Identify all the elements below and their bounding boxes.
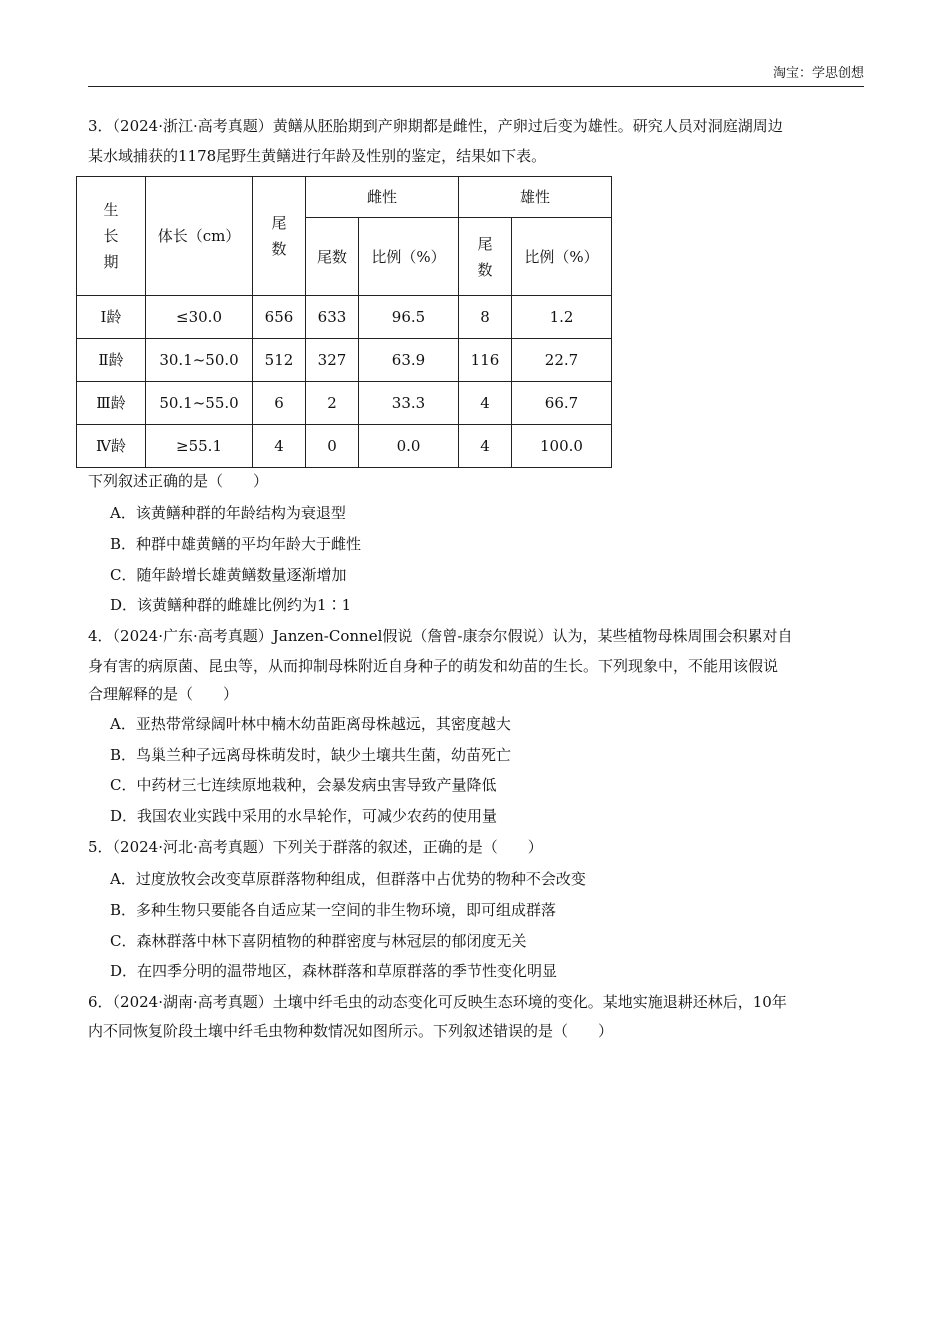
cell-count: 6 xyxy=(253,382,306,425)
q3-stem-line2: 某水域捕获的1178尾野生黄鳝进行年龄及性别的鉴定，结果如下表。 xyxy=(88,147,547,165)
header-brand: 淘宝：学思创想 xyxy=(772,66,864,81)
table-row xyxy=(77,425,612,468)
cell-count: 512 xyxy=(253,339,306,382)
cell-female-ratio: 63.9 xyxy=(359,339,459,382)
q4-stem-line2: 身有害的病原菌、昆虫等，从而抑制母株附近自身种子的萌发和幼苗的生长。下列现象中，不能用该假说 xyxy=(88,657,779,675)
q3-option-b[interactable]: B．种群中雄黄鳝的平均年龄大于雌性 xyxy=(110,535,362,553)
page-header xyxy=(88,62,864,87)
cell-stage: Ⅱ龄 xyxy=(77,339,146,382)
th-stage: 生长期 xyxy=(77,177,146,296)
cell-female-count: 327 xyxy=(306,339,359,382)
cell-length: 30.1~50.0 xyxy=(146,339,253,382)
th-female-ratio: 比例（%） xyxy=(359,218,459,296)
cell-female-count: 2 xyxy=(306,382,359,425)
cell-male-count: 4 xyxy=(459,425,512,468)
cell-male-count: 116 xyxy=(459,339,512,382)
table-row xyxy=(77,296,612,339)
th-count: 尾数 xyxy=(253,177,306,296)
q4-option-c[interactable]: C．中药材三七连续原地栽种，会暴发病虫害导致产量降低 xyxy=(110,776,497,794)
q5-option-a[interactable]: A．过度放牧会改变草原群落物种组成，但群落中占优势的物种不会改变 xyxy=(110,870,586,888)
cell-female-ratio: 96.5 xyxy=(359,296,459,339)
q5-option-d[interactable]: D．在四季分明的温带地区，森林群落和草原群落的季节性变化明显 xyxy=(110,962,558,980)
q3-data-table xyxy=(76,176,612,468)
q6-stem-line1: 6．（2024·湖南·高考真题）土壤中纤毛虫的动态变化可反映生态环境的变化。某地实施退耕还林后，10年 xyxy=(88,993,787,1011)
q4-stem-line1: 4．（2024·广东·高考真题）Janzen-Connel假说（詹曾-康奈尔假说）认为，某些植物母株周围会积累对自 xyxy=(88,627,793,645)
cell-female-ratio: 33.3 xyxy=(359,382,459,425)
th-male-count: 尾数 xyxy=(459,218,512,296)
q3-stem-line1: 3．（2024·浙江·高考真题）黄鳝从胚胎期到产卵期都是雌性，产卵过后变为雄性。研究人员对洞庭湖周边 xyxy=(88,117,783,135)
cell-length: ≤30.0 xyxy=(146,296,253,339)
th-male: 雄性 xyxy=(459,177,612,218)
cell-male-ratio: 100.0 xyxy=(512,425,612,468)
th-female-count: 尾数 xyxy=(306,218,359,296)
cell-male-ratio: 66.7 xyxy=(512,382,612,425)
q3-prompt: 下列叙述正确的是（ ） xyxy=(88,472,269,490)
q5-stem: 5．（2024·河北·高考真题）下列关于群落的叙述，正确的是（ ） xyxy=(88,838,543,856)
cell-male-count: 4 xyxy=(459,382,512,425)
q4-option-d[interactable]: D．我国农业实践中采用的水旱轮作，可减少农药的使用量 xyxy=(110,807,498,825)
th-length: 体长（cm） xyxy=(146,177,253,296)
cell-count: 656 xyxy=(253,296,306,339)
th-female: 雌性 xyxy=(306,177,459,218)
cell-count: 4 xyxy=(253,425,306,468)
cell-female-count: 633 xyxy=(306,296,359,339)
table-row xyxy=(77,382,612,425)
q4-option-a[interactable]: A．亚热带常绿阔叶林中楠木幼苗距离母株越远，其密度越大 xyxy=(110,715,511,733)
q4-stem-line3: 合理解释的是（ ） xyxy=(88,685,239,703)
cell-male-ratio: 1.2 xyxy=(512,296,612,339)
cell-female-ratio: 0.0 xyxy=(359,425,459,468)
th-male-ratio: 比例（%） xyxy=(512,218,612,296)
q3-option-d[interactable]: D．该黄鳝种群的雌雄比例约为1∶1 xyxy=(110,596,352,614)
cell-male-count: 8 xyxy=(459,296,512,339)
q5-option-b[interactable]: B．多种生物只要能各自适应某一空间的非生物环境，即可组成群落 xyxy=(110,901,557,919)
cell-stage: Ⅰ龄 xyxy=(77,296,146,339)
cell-stage: Ⅳ龄 xyxy=(77,425,146,468)
cell-length: 50.1~55.0 xyxy=(146,382,253,425)
q3-option-c[interactable]: C．随年龄增长雄黄鳝数量逐渐增加 xyxy=(110,566,347,584)
q6-stem-line2: 内不同恢复阶段土壤中纤毛虫物种数情况如图所示。下列叙述错误的是（ ） xyxy=(88,1022,614,1040)
cell-female-count: 0 xyxy=(306,425,359,468)
q5-option-c[interactable]: C．森林群落中林下喜阴植物的种群密度与林冠层的郁闭度无关 xyxy=(110,932,527,950)
cell-male-ratio: 22.7 xyxy=(512,339,612,382)
q4-option-b[interactable]: B．鸟巢兰种子远离母株萌发时，缺少土壤共生菌，幼苗死亡 xyxy=(110,746,512,764)
table-row xyxy=(77,339,612,382)
q3-option-a[interactable]: A．该黄鳝种群的年龄结构为衰退型 xyxy=(110,504,346,522)
cell-length: ≥55.1 xyxy=(146,425,253,468)
cell-stage: Ⅲ龄 xyxy=(77,382,146,425)
